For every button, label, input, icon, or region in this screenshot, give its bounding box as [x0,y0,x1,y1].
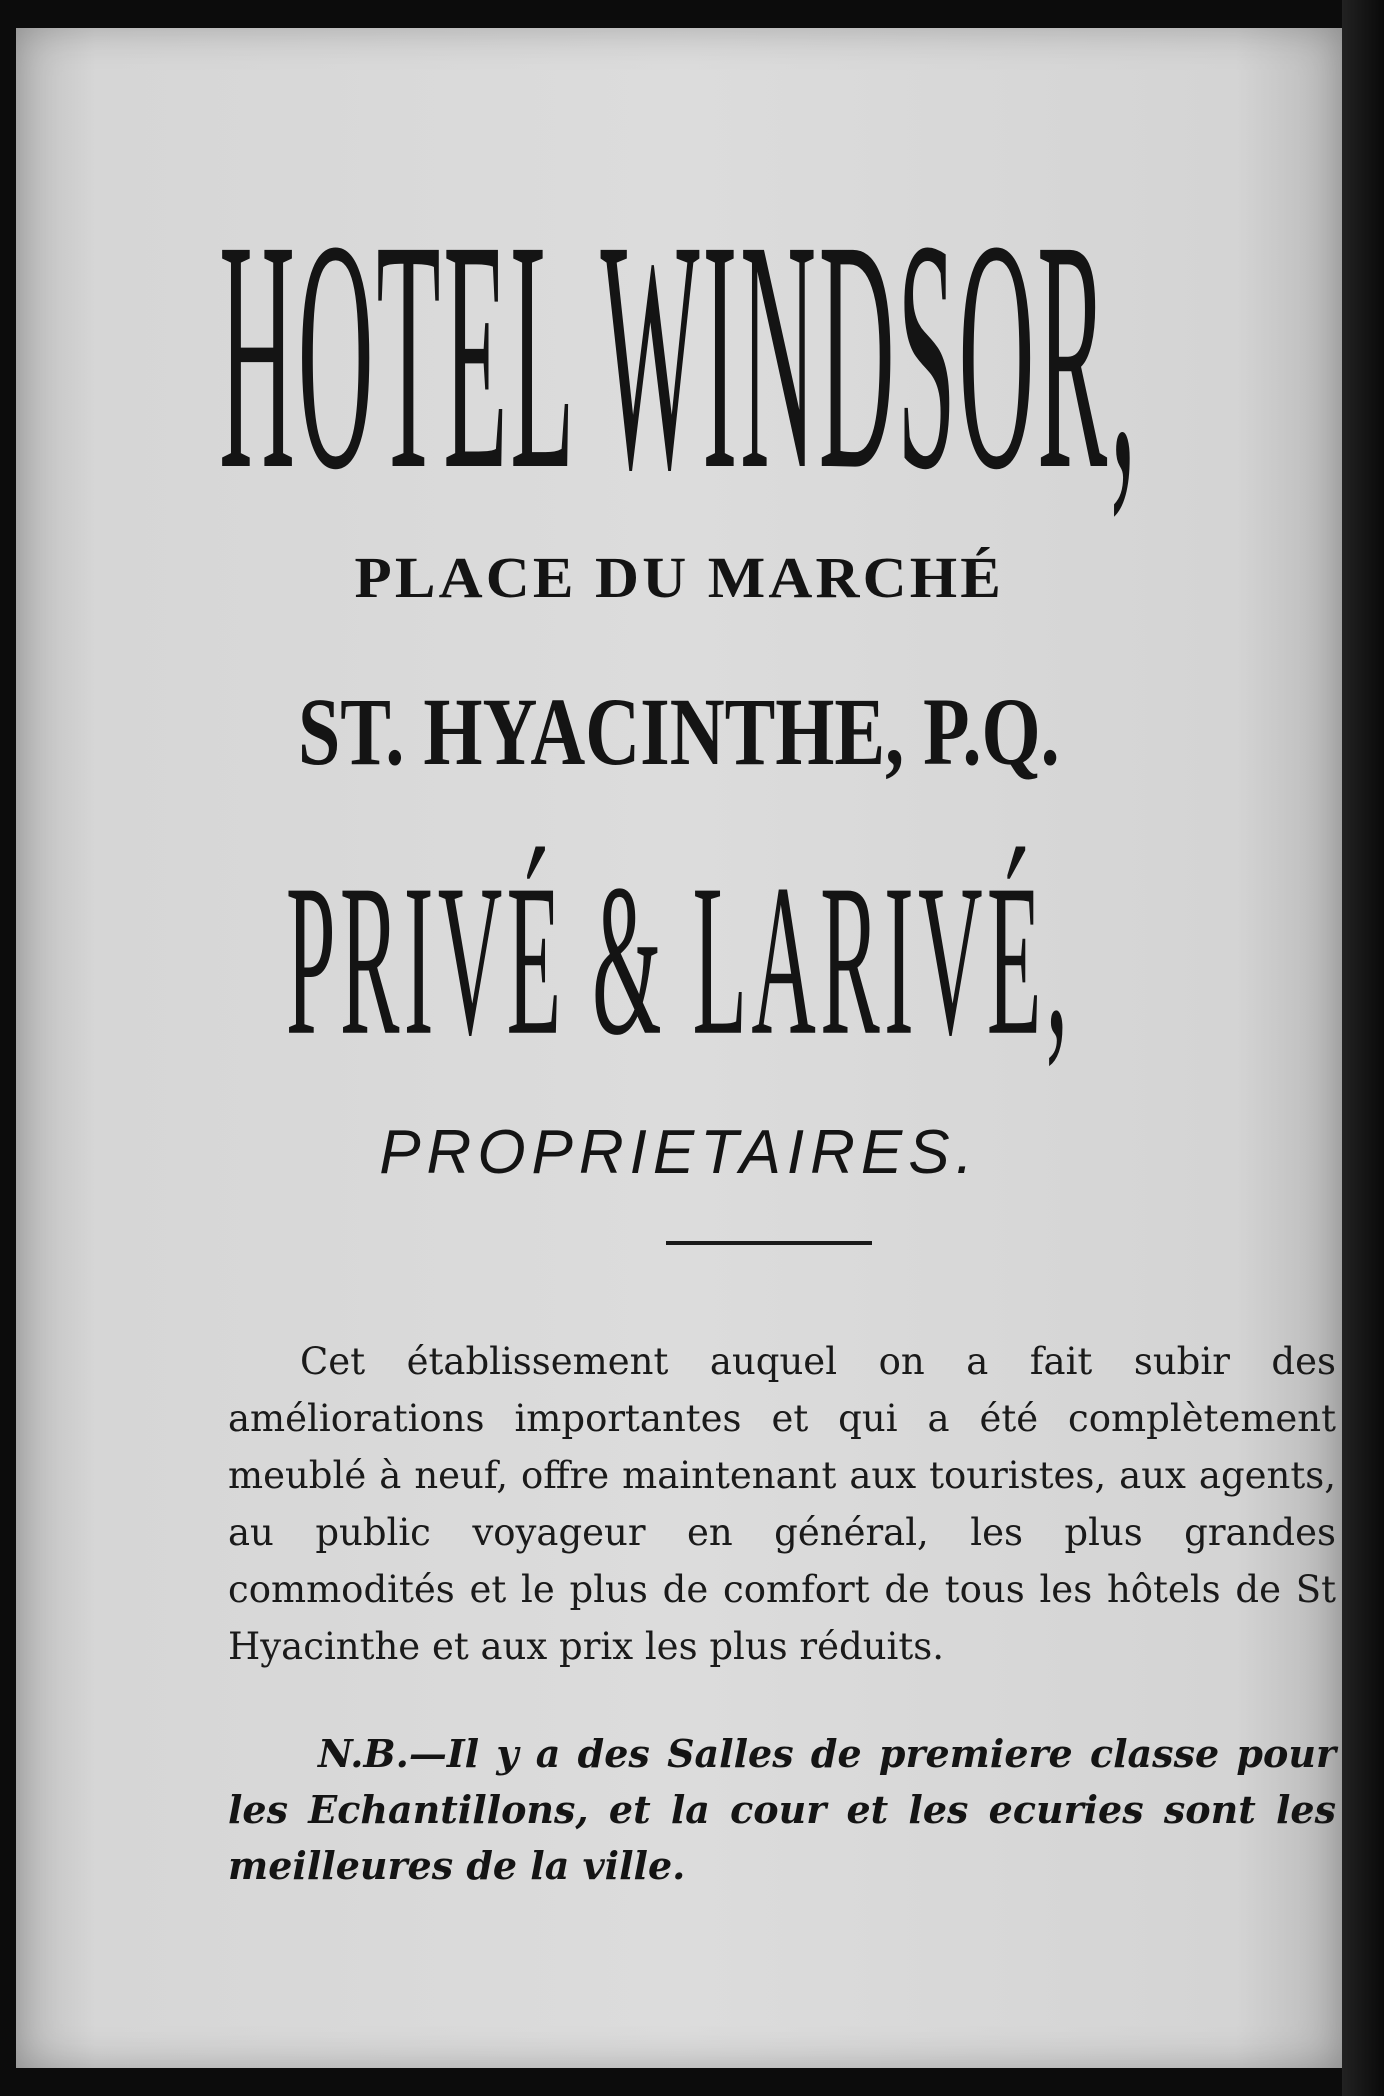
owners-names [16,840,1342,1080]
divider-rule [666,1241,872,1245]
owners-names-text: PRIVÉ & LARIVÉ, [285,840,1073,1080]
printed-page [16,28,1342,2068]
hotel-title [16,173,1342,539]
book-spine-edge [1342,0,1384,2096]
description-paragraph: Cet établissement auquel on a fait subir des améliorations importantes et qui a été complètement meublé à neuf, offre maintenant aux touristes, aux agents, au public voyageur en général, les plus grandes commodités et le plus de comfort de tous les hôtels de St Hyacinthe et aux prix les plus réduits. [228,1340,1336,1668]
hotel-address [16,538,1342,618]
hotel-title-text: HOTEL WINDSOR, [219,173,1139,539]
hotel-city-text: ST. HYACINTHE, P.Q. [298,680,1060,786]
note-paragraph: N.B.—Il y a des Salles de premiere classe pour les Echantillons, et la cour et les ecuries sont les meilleures de la ville. [228,1731,1336,1888]
hotel-address-text: PLACE DU MARCHÉ [354,545,1004,610]
owners-role: PROPRIETAIRES. [379,1118,979,1187]
